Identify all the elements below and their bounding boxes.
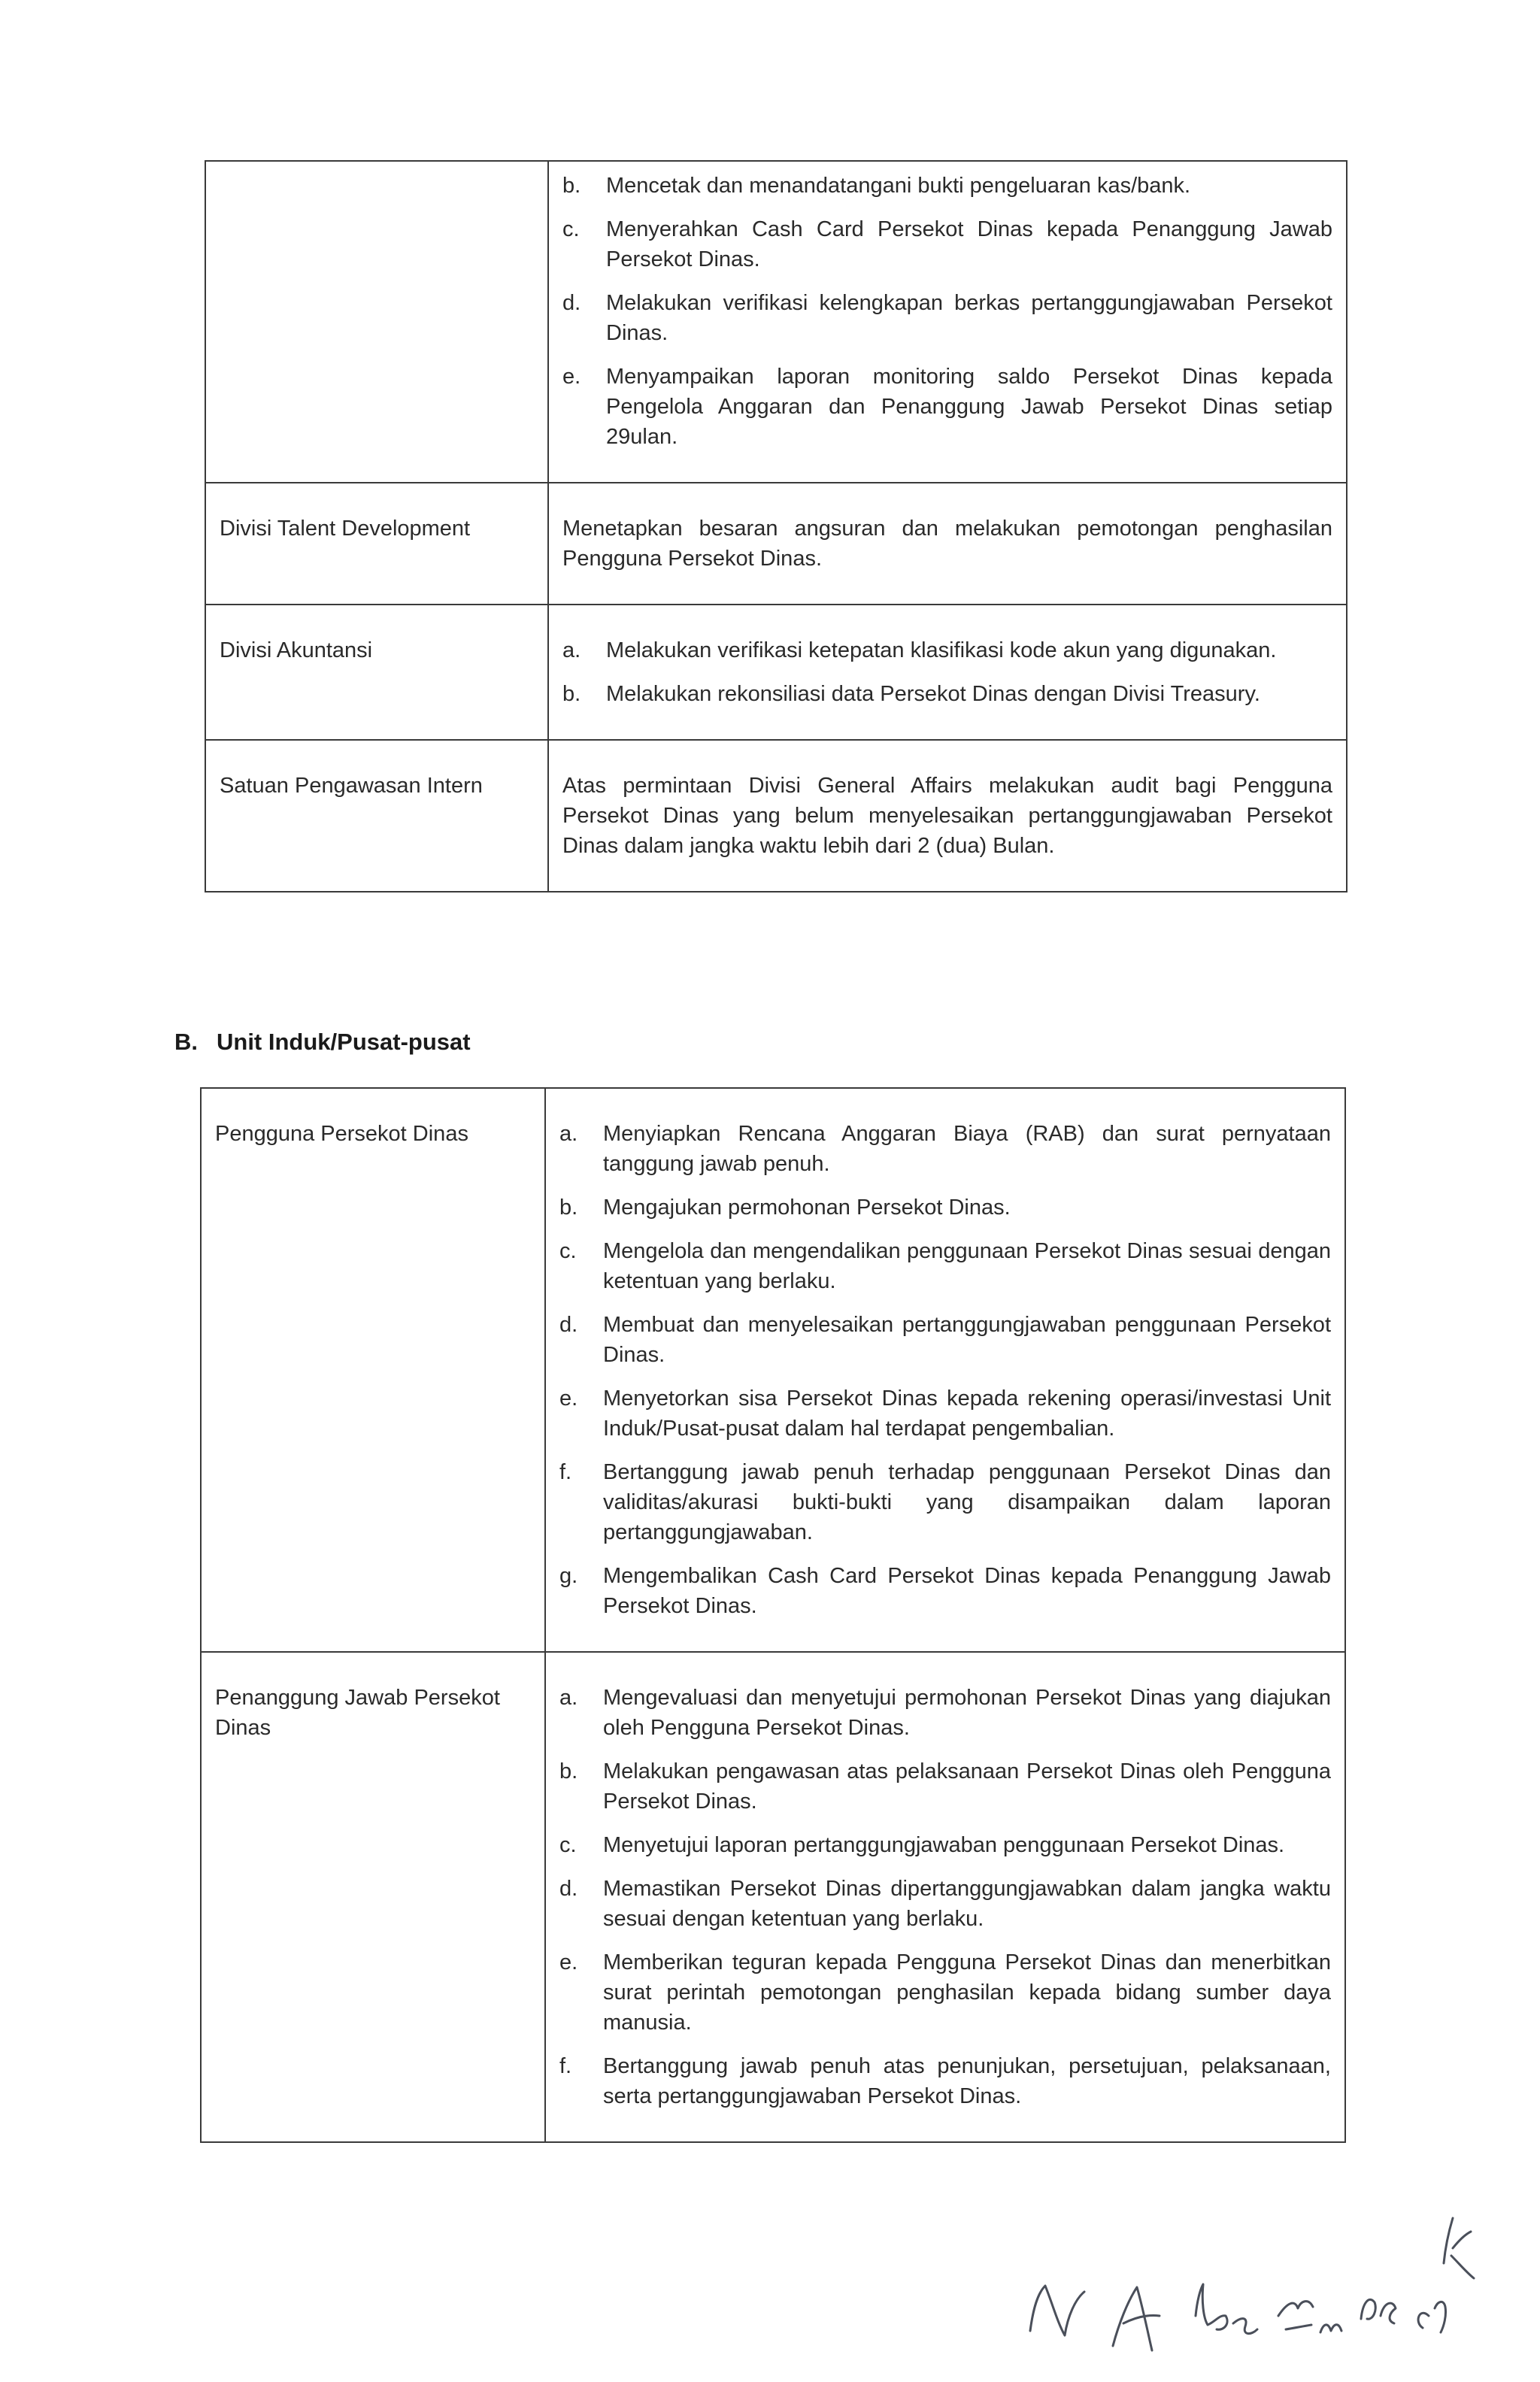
section-heading — [174, 1029, 471, 1056]
list-item: d. Membuat dan menyelesaikan pertanggungjawaban penggunaan Persekot Dinas. — [559, 1313, 1331, 1367]
list-item: b. Mencetak dan menandatangani bukti pengeluaran kas/bank. — [562, 174, 1191, 198]
handwritten-initials — [1023, 2203, 1504, 2353]
list-item: g. Mengembalikan Cash Card Persekot Dinas kepada Penanggung Jawab Persekot Dinas. — [559, 1564, 1331, 1618]
role-cell: Pengguna Persekot Dinas — [201, 1088, 545, 1652]
table-row — [201, 1652, 1345, 2142]
list-item: d. Melakukan verifikasi kelengkapan berkas pertanggungjawaban Persekot Dinas. — [562, 291, 1332, 345]
list-item: e. Memberikan teguran kepada Pengguna Persekot Dinas dan menerbitkan surat perintah pemotongan penghasilan kepada bidang sumber daya manusia. — [559, 1950, 1331, 2035]
list-item: a. Mengevaluasi dan menyetujui permohonan Persekot Dinas yang diajukan oleh Pengguna Persekot Dinas. — [559, 1686, 1331, 1740]
duties-cell — [545, 1652, 1345, 2142]
duties-cell — [548, 483, 1347, 605]
list-item: e. Menyampaikan laporan monitoring saldo Persekot Dinas kepada Pengelola Anggaran dan Penanggung Jawab Persekot Dinas setiap 29ulan. — [562, 365, 1332, 449]
list-item: b. Melakukan pengawasan atas pelaksanaan Persekot Dinas oleh Pengguna Persekot Dinas. — [559, 1759, 1331, 1814]
table-row — [201, 1088, 1345, 1652]
table-row — [205, 740, 1347, 892]
duties-cell — [548, 605, 1347, 740]
list-item: c. Mengelola dan mengendalikan penggunaan Persekot Dinas sesuai dengan ketentuan yang berlaku. — [559, 1239, 1331, 1293]
duty-text: Menetapkan besaran angsuran dan melakukan pemotongan penghasilan Pengguna Persekot Dinas. — [562, 517, 1332, 571]
list-item: f. Bertanggung jawab penuh terhadap penggunaan Persekot Dinas dan validitas/akurasi bukti-bukti yang disampaikan dalam laporan pertanggungjawaban. — [559, 1460, 1331, 1544]
list-item: b. Melakukan rekonsiliasi data Persekot Dinas dengan Divisi Treasury. — [562, 682, 1260, 706]
role-cell: Divisi Talent Development — [205, 483, 548, 605]
list-item: f. Bertanggung jawab penuh atas penunjukan, persetujuan, pelaksanaan, serta pertanggungjawaban Persekot Dinas. — [559, 2054, 1331, 2108]
list-item: a. Melakukan verifikasi ketepatan klasifikasi kode akun yang digunakan. — [562, 638, 1277, 662]
list-item: e. Menyetorkan sisa Persekot Dinas kepada rekening operasi/investasi Unit Induk/Pusat-pusat dalam hal terdapat pengembalian. — [559, 1386, 1331, 1441]
duties-cell — [548, 161, 1347, 483]
list-item: b. Mengajukan permohonan Persekot Dinas. — [559, 1196, 1011, 1220]
duties-cell — [548, 740, 1347, 892]
role-cell: Penanggung Jawab Persekot Dinas — [201, 1652, 545, 2142]
role-cell: Satuan Pengawasan Intern — [205, 740, 548, 892]
section-title: Unit Induk/Pusat-pusat — [217, 1029, 471, 1055]
responsibility-table-continued — [205, 160, 1348, 892]
list-item: a. Menyiapkan Rencana Anggaran Biaya (RAB) dan surat pernyataan tanggung jawab penuh. — [559, 1122, 1331, 1176]
list-item: d. Memastikan Persekot Dinas dipertanggungjawabkan dalam jangka waktu sesuai dengan ketentuan yang berlaku. — [559, 1877, 1331, 1931]
duties-cell — [545, 1088, 1345, 1652]
role-cell: Divisi Akuntansi — [205, 605, 548, 740]
section-number: B. — [174, 1029, 198, 1055]
list-item: c. Menyetujui laporan pertanggungjawaban penggunaan Persekot Dinas. — [559, 1833, 1285, 1857]
responsibility-table-unit-induk — [200, 1087, 1346, 2143]
list-item: c. Menyerahkan Cash Card Persekot Dinas kepada Penanggung Jawab Persekot Dinas. — [562, 217, 1332, 271]
duty-text: Atas permintaan Divisi General Affairs melakukan audit bagi Pengguna Persekot Dinas yang belum menyelesaikan pertanggungjawaban Persekot Dinas dalam jangka waktu lebih dari 2 (dua) Bulan. — [562, 774, 1332, 858]
role-cell — [205, 161, 548, 483]
table-row — [205, 483, 1347, 605]
table-row — [205, 605, 1347, 740]
table-row — [205, 161, 1347, 483]
